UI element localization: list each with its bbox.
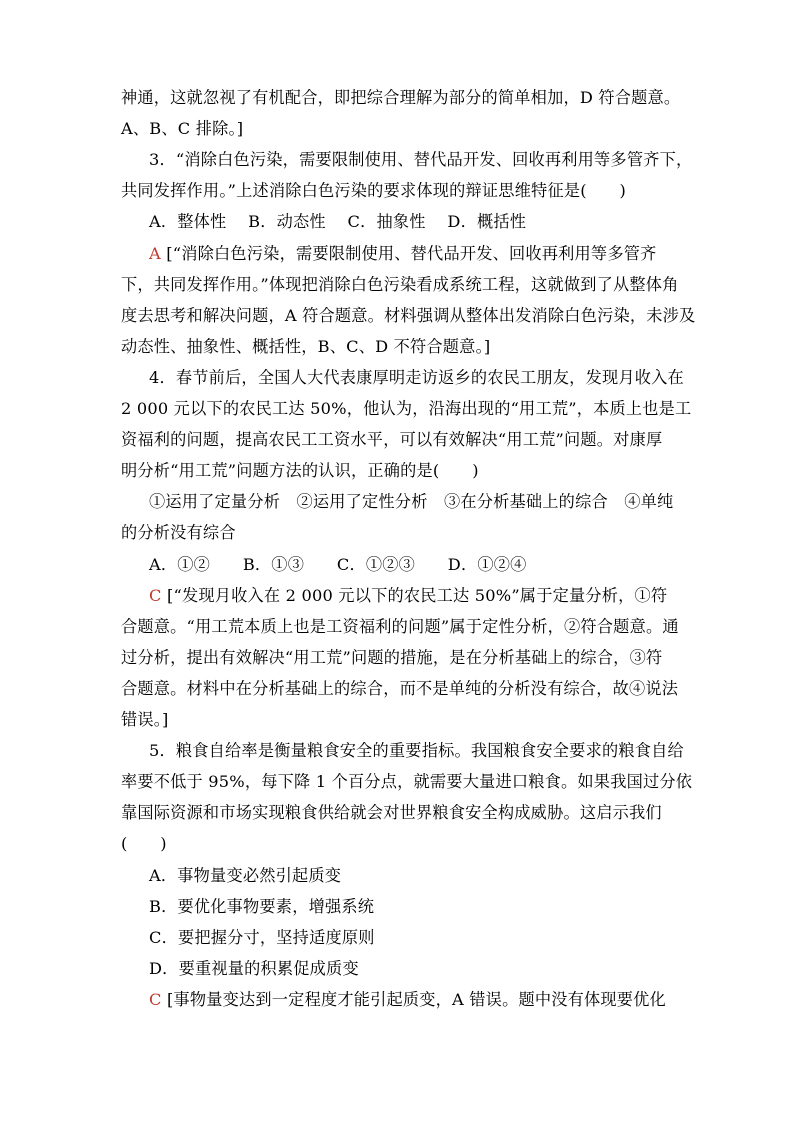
line-text: A、B、C 排除。] <box>121 119 244 139</box>
line-text: 共同发挥作用。”上述消除白色污染的要求体现的辩证思维特征是( ) <box>121 181 627 201</box>
text-line <box>149 150 692 170</box>
text-line <box>121 461 479 481</box>
text-line <box>149 897 374 917</box>
text-line <box>149 368 684 388</box>
text-line <box>149 244 656 264</box>
text-line <box>121 119 243 139</box>
line-text: 2 000 元以下的农民工达 50%，他认为，沿海出现的“用工荒”，本质上也是工 <box>121 399 692 418</box>
line-text: 靠国际资源和市场实现粮食供给就会对世界粮食安全构成威胁。这启示我们 <box>121 803 662 823</box>
text-line <box>149 492 673 512</box>
line-text: C．要把握分寸，坚持适度原则 <box>149 927 375 947</box>
line-text: ( ) <box>121 834 167 854</box>
line-text: ①运用了定量分析 ②运用了定性分析 ③在分析基础上的综合 ④单纯 <box>149 492 674 512</box>
answer-letter: C <box>149 585 162 605</box>
answer-letter: C <box>149 989 162 1009</box>
line-text: 3．“消除白色污染，需要限制使用、替代品开发、回收再利用等多管齐下， <box>149 150 693 170</box>
text-line <box>149 586 667 606</box>
text-line <box>121 679 678 699</box>
line-text: 下，共同发挥作用。”体现把消除白色污染看成系统工程，这就做到了从整体角 <box>121 274 679 294</box>
text-line <box>121 430 662 450</box>
text-line <box>121 181 626 201</box>
line-text: D．要重视量的积累促成质变 <box>149 958 359 978</box>
line-text: [事物量变达到一定程度才能引起质变，A 错误。题中没有体现要优化 <box>166 989 666 1009</box>
text-line <box>121 337 490 357</box>
text-line <box>149 555 527 575</box>
text-line <box>121 710 169 730</box>
line-text: 5．粮食自给率是衡量粮食安全的重要指标。我国粮食安全要求的粮食自给 <box>149 741 684 761</box>
text-line <box>121 275 679 295</box>
text-line <box>149 866 341 886</box>
line-text: 率要不低于 95%，每下降 1 个百分点，就需要大量进口粮食。如果我国过分依 <box>121 772 693 792</box>
line-text: 过分析，提出有效解决“用工荒”问题的措施，是在分析基础上的综合，③符 <box>121 647 663 667</box>
line-text: 4．春节前后，全国人大代表康厚明走访返乡的农民工朋友，发现月收入在 <box>149 367 684 387</box>
text-line <box>121 648 662 668</box>
text-line <box>149 741 684 761</box>
line-text: A．整体性 B．动态性 C．抽象性 D．概括性 <box>149 212 527 232</box>
text-line <box>149 990 666 1010</box>
line-text: 动态性、抽象性、概括性，B、C、D 不符合题意。] <box>121 336 491 356</box>
line-text: 的分析没有综合 <box>121 523 236 543</box>
line-text: 合题意。材料中在分析基础上的综合，而不是单纯的分析没有综合，故④说法 <box>121 678 679 698</box>
line-text: A．事物量变必然引起质变 <box>149 865 342 885</box>
text-line <box>121 834 167 854</box>
line-text: A．①② B．①③ C．①②③ D．①②④ <box>149 554 527 574</box>
line-text: B．要优化事物要素，增强系统 <box>149 896 375 916</box>
text-line <box>121 803 662 823</box>
text-line <box>121 772 692 792</box>
text-line <box>121 399 691 419</box>
text-line <box>121 306 695 326</box>
answer-letter: A <box>149 243 161 263</box>
text-line <box>149 928 375 948</box>
text-line <box>149 212 526 232</box>
line-text: [“发现月收入在 2 000 元以下的农民工达 50%”属于定量分析，①符 <box>166 585 668 605</box>
line-text: 错误。] <box>121 710 169 729</box>
text-line <box>121 523 236 543</box>
line-text: [“消除白色污染，需要限制使用、替代品开发、回收再利用等多管齐 <box>166 243 657 263</box>
text-line <box>149 959 359 979</box>
line-text: 明分析“用工荒”问题方法的认识，正确的是( ) <box>121 461 479 481</box>
line-text: 合题意。“用工荒本质上也是工资福利的问题”属于定性分析，②符合题意。通 <box>121 616 679 636</box>
line-text: 神通，这就忽视了有机配合，即把综合理解为部分的简单相加，D 符合题意。 <box>121 88 681 107</box>
text-line <box>121 88 680 108</box>
line-text: 资福利的问题，提高农民工工资水平，可以有效解决“用工荒”问题。对康厚 <box>121 430 663 450</box>
line-text: 度去思考和解决问题，A 符合题意。材料强调从整体出发消除白色污染，未涉及 <box>121 305 696 325</box>
text-line <box>121 617 679 637</box>
